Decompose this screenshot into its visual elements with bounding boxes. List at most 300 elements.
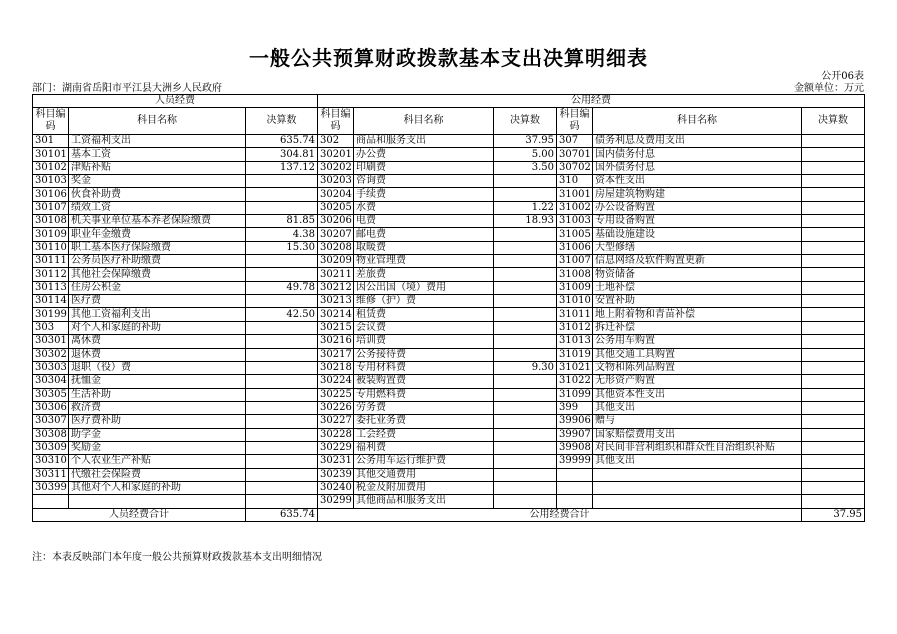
item-amount [802,241,865,254]
item-amount [802,428,865,441]
item-name: 文物和陈列品购置 [593,361,802,374]
item-name: 拆迁补偿 [593,321,802,334]
item-name: 伙食补助费 [69,188,246,201]
header-amount: 决算数 [246,108,318,135]
item-name: 离休费 [69,335,246,348]
item-amount [246,401,318,414]
item-name: 助学金 [69,428,246,441]
item-name: 奖励金 [69,441,246,454]
item-code: 30399 [33,481,69,494]
item-code: 30226 [318,401,354,414]
item-amount [494,455,557,468]
table-row [33,161,865,174]
item-amount [246,255,318,268]
item-code: 39906 [557,415,593,428]
table-row [33,481,865,494]
personnel-total-label: 人员经费合计 [33,508,246,521]
item-code: 31008 [557,268,593,281]
table-row [33,201,865,214]
column-header-row [33,108,865,135]
item-code: 31012 [557,321,593,334]
item-name: 基础设施建设 [593,228,802,241]
item-code: 31001 [557,188,593,201]
item-amount: 81.85 [246,215,318,228]
item-amount [802,228,865,241]
table-row [33,175,865,188]
item-amount [802,481,865,494]
item-amount [246,348,318,361]
item-code: 30216 [318,335,354,348]
item-code: 307 [557,135,593,148]
public-total-value: 37.95 [802,508,865,521]
item-name: 手续费 [354,188,494,201]
item-name: 对民间非营利组织和群众性自治组织补贴 [593,441,802,454]
item-name: 住房公积金 [69,281,246,294]
item-name: 办公费 [354,148,494,161]
item-amount [802,255,865,268]
item-amount: 5.00 [494,148,557,161]
item-code: 303 [33,321,69,334]
item-code: 30111 [33,255,69,268]
item-code: 30199 [33,308,69,321]
item-amount [494,308,557,321]
item-amount [494,388,557,401]
item-code: 30204 [318,188,354,201]
item-code: 30308 [33,428,69,441]
item-code: 30101 [33,148,69,161]
item-code: 30307 [33,415,69,428]
table-row [33,188,865,201]
item-name: 国家赔偿费用支出 [593,428,802,441]
header-code: 科目编码 [557,108,593,135]
item-name [593,468,802,481]
item-code: 31022 [557,375,593,388]
section-public: 公用经费 [318,95,865,108]
item-name: 办公设备购置 [593,201,802,214]
item-code: 30106 [33,188,69,201]
item-amount: 3.50 [494,161,557,174]
table-row [33,441,865,454]
item-name: 土地补偿 [593,281,802,294]
table-title: 一般公共预算财政拨款基本支出决算明细表 [249,46,648,70]
item-name: 职工基本医疗保险缴费 [69,241,246,254]
item-name: 其他对个人和家庭的补助 [69,481,246,494]
item-amount [494,401,557,414]
item-code: 30240 [318,481,354,494]
item-amount [802,388,865,401]
item-name: 被装购置费 [354,375,494,388]
item-name: 机关事业单位基本养老保险缴费 [69,215,246,228]
table-row [33,295,865,308]
item-name: 专用材料费 [354,361,494,374]
item-name: 职业年金缴费 [69,228,246,241]
footnote: 注：本表反映部门本年度一般公共预算财政拨款基本支出明细情况 [32,552,322,563]
item-code: 30202 [318,161,354,174]
item-name: 物业管理费 [354,255,494,268]
item-code: 31011 [557,308,593,321]
header-amount: 决算数 [802,108,865,135]
item-code: 31002 [557,201,593,214]
item-name: 公务用车运行维护费 [354,455,494,468]
item-name: 其他支出 [593,455,802,468]
item-amount: 1.22 [494,201,557,214]
item-amount [494,495,557,508]
item-name: 公务员医疗补助缴费 [69,255,246,268]
item-code: 31019 [557,348,593,361]
item-amount [246,375,318,388]
table-row [33,148,865,161]
item-amount [494,281,557,294]
item-amount [494,335,557,348]
item-amount [802,335,865,348]
header-amount: 决算数 [494,108,557,135]
table-row [33,281,865,294]
item-code: 310 [557,175,593,188]
item-name: 其他交通费用 [354,468,494,481]
item-amount: 37.95 [494,135,557,148]
item-code: 30108 [33,215,69,228]
item-code: 30213 [318,295,354,308]
item-code: 31006 [557,241,593,254]
table-row [33,335,865,348]
item-code: 30203 [318,175,354,188]
item-amount [802,401,865,414]
item-name: 公务接待费 [354,348,494,361]
item-code: 30309 [33,441,69,454]
item-code: 30212 [318,281,354,294]
table-row [33,468,865,481]
item-name: 物资储备 [593,268,802,281]
item-name [69,495,246,508]
department-label: 部门：湖南省岳阳市平江县大洲乡人民政府 [32,83,222,94]
item-code: 30215 [318,321,354,334]
item-name: 差旅费 [354,268,494,281]
item-name: 安置补助 [593,295,802,308]
item-name: 会议费 [354,321,494,334]
item-amount [802,175,865,188]
item-amount [802,201,865,214]
item-code: 30301 [33,335,69,348]
item-amount: 4.38 [246,228,318,241]
item-code: 31009 [557,281,593,294]
item-name: 对个人和家庭的补助 [69,321,246,334]
item-amount [494,188,557,201]
item-amount: 15.30 [246,241,318,254]
item-amount [802,468,865,481]
section-personnel: 人员经费 [33,95,318,108]
item-code: 30304 [33,375,69,388]
item-name: 工资福利支出 [69,135,246,148]
item-amount [494,375,557,388]
item-name: 印刷费 [354,161,494,174]
table-code: 公开06表 [821,71,864,82]
item-code: 30231 [318,455,354,468]
item-name: 商品和服务支出 [354,135,494,148]
item-amount: 137.12 [246,161,318,174]
item-name: 代缴社会保险费 [69,468,246,481]
table-row [33,495,865,508]
item-code: 30228 [318,428,354,441]
item-amount [802,161,865,174]
table-row [33,135,865,148]
item-name: 绩效工资 [69,201,246,214]
item-amount: 635.74 [246,135,318,148]
item-name: 取暖费 [354,241,494,254]
item-name: 退休费 [69,348,246,361]
item-code: 39907 [557,428,593,441]
item-name: 委托业务费 [354,415,494,428]
item-code: 30302 [33,348,69,361]
item-name [593,495,802,508]
item-amount [246,175,318,188]
item-name: 债务利息及费用支出 [593,135,802,148]
header-name: 科目名称 [593,108,802,135]
table-row [33,268,865,281]
item-name: 基本工资 [69,148,246,161]
item-amount [802,215,865,228]
item-name: 奖金 [69,175,246,188]
item-name: 因公出国（境）费用 [354,281,494,294]
expenditure-table [32,94,865,522]
item-name: 津贴补贴 [69,161,246,174]
item-code [557,468,593,481]
item-amount [494,241,557,254]
item-code [33,495,69,508]
item-name: 邮电费 [354,228,494,241]
item-amount [246,361,318,374]
section-header-row [33,95,865,108]
item-amount [494,415,557,428]
item-amount: 18.93 [494,215,557,228]
item-amount [494,268,557,281]
item-name: 电费 [354,215,494,228]
item-name: 国内债务付息 [593,148,802,161]
item-amount [246,455,318,468]
item-code: 30205 [318,201,354,214]
item-amount [246,468,318,481]
item-code: 30102 [33,161,69,174]
item-amount [802,321,865,334]
item-amount [494,175,557,188]
table-row [33,388,865,401]
item-name: 培训费 [354,335,494,348]
table-row [33,241,865,254]
item-name: 维修（护）费 [354,295,494,308]
item-name: 抚恤金 [69,375,246,388]
item-amount [246,295,318,308]
item-code: 30208 [318,241,354,254]
item-name: 其他资本性支出 [593,388,802,401]
item-amount [494,321,557,334]
item-code: 39908 [557,441,593,454]
item-name: 退职（役）费 [69,361,246,374]
item-name: 其他交通工具购置 [593,348,802,361]
item-amount [494,441,557,454]
item-code: 301 [33,135,69,148]
item-name: 工会经费 [354,428,494,441]
item-name: 医疗费补助 [69,415,246,428]
item-code: 31099 [557,388,593,401]
table-row [33,401,865,414]
item-amount [802,495,865,508]
item-name: 医疗费 [69,295,246,308]
item-code: 30305 [33,388,69,401]
item-code: 30217 [318,348,354,361]
item-name: 无形资产购置 [593,375,802,388]
item-amount [246,335,318,348]
item-amount [494,428,557,441]
table-row [33,455,865,468]
item-code: 30306 [33,401,69,414]
item-amount [802,361,865,374]
item-code: 30218 [318,361,354,374]
public-total-label: 公用经费合计 [318,508,802,521]
item-code: 30103 [33,175,69,188]
table-row [33,308,865,321]
item-code: 31007 [557,255,593,268]
item-code: 30299 [318,495,354,508]
item-amount [802,415,865,428]
item-code: 30107 [33,201,69,214]
item-amount [494,348,557,361]
item-amount [802,348,865,361]
table-row [33,348,865,361]
item-amount [246,321,318,334]
item-code: 30201 [318,148,354,161]
item-name: 劳务费 [354,401,494,414]
header-code: 科目编码 [33,108,69,135]
item-amount: 304.81 [246,148,318,161]
item-name: 国外债务付息 [593,161,802,174]
item-name: 生活补助 [69,388,246,401]
item-amount [802,295,865,308]
item-name: 税金及附加费用 [354,481,494,494]
item-code: 31005 [557,228,593,241]
item-name: 专用设备购置 [593,215,802,228]
item-code: 30206 [318,215,354,228]
item-amount [246,188,318,201]
table-row [33,321,865,334]
item-name: 其他支出 [593,401,802,414]
item-amount: 49.78 [246,281,318,294]
item-name: 地上附着物和青苗补偿 [593,308,802,321]
item-code: 30109 [33,228,69,241]
item-amount [802,455,865,468]
item-code: 30207 [318,228,354,241]
table-row [33,228,865,241]
item-code: 30114 [33,295,69,308]
item-name: 房屋建筑物购建 [593,188,802,201]
item-amount [802,441,865,454]
item-code: 30112 [33,268,69,281]
item-code: 30702 [557,161,593,174]
item-amount [802,308,865,321]
item-code [557,481,593,494]
table-row [33,415,865,428]
item-code: 30229 [318,441,354,454]
item-code: 399 [557,401,593,414]
item-code: 30110 [33,241,69,254]
item-amount [246,481,318,494]
totals-row [33,508,865,521]
item-amount [246,388,318,401]
item-name: 大型修缮 [593,241,802,254]
table-row [33,375,865,388]
item-code [557,495,593,508]
item-name: 资本性支出 [593,175,802,188]
item-code: 30224 [318,375,354,388]
item-name: 租赁费 [354,308,494,321]
item-code: 30211 [318,268,354,281]
item-code: 30214 [318,308,354,321]
item-code: 30239 [318,468,354,481]
item-code: 39999 [557,455,593,468]
header-code: 科目编码 [318,108,354,135]
item-amount [802,268,865,281]
table-row [33,255,865,268]
table-row [33,361,865,374]
item-code: 31013 [557,335,593,348]
personnel-total-value: 635.74 [246,508,318,521]
item-code: 30310 [33,455,69,468]
item-name: 信息网络及软件购置更新 [593,255,802,268]
item-name: 水费 [354,201,494,214]
item-name: 其他工资福利支出 [69,308,246,321]
item-amount [246,495,318,508]
item-amount [494,255,557,268]
item-name: 专用燃料费 [354,388,494,401]
item-name: 赠与 [593,415,802,428]
item-code: 30701 [557,148,593,161]
item-code: 31010 [557,295,593,308]
table-row [33,428,865,441]
item-amount [246,415,318,428]
item-amount [494,228,557,241]
item-code: 30303 [33,361,69,374]
item-name: 个人农业生产补贴 [69,455,246,468]
item-code: 302 [318,135,354,148]
item-amount [802,281,865,294]
item-amount [802,188,865,201]
item-code: 30225 [318,388,354,401]
item-code: 30113 [33,281,69,294]
item-amount [494,468,557,481]
item-amount [802,375,865,388]
item-name [593,481,802,494]
item-amount: 42.50 [246,308,318,321]
header-name: 科目名称 [69,108,246,135]
item-amount [802,135,865,148]
item-code: 30209 [318,255,354,268]
item-code: 31003 [557,215,593,228]
item-amount [246,201,318,214]
item-code: 30311 [33,468,69,481]
item-amount [246,268,318,281]
unit-label: 金额单位：万元 [794,83,864,94]
item-amount [802,148,865,161]
item-amount [246,441,318,454]
item-name: 咨询费 [354,175,494,188]
item-code: 31021 [557,361,593,374]
item-name: 其他社会保障缴费 [69,268,246,281]
item-amount [246,428,318,441]
item-name: 救济费 [69,401,246,414]
item-amount: 9.30 [494,361,557,374]
item-amount [494,481,557,494]
item-code: 30227 [318,415,354,428]
item-name: 其他商品和服务支出 [354,495,494,508]
item-name: 福利费 [354,441,494,454]
